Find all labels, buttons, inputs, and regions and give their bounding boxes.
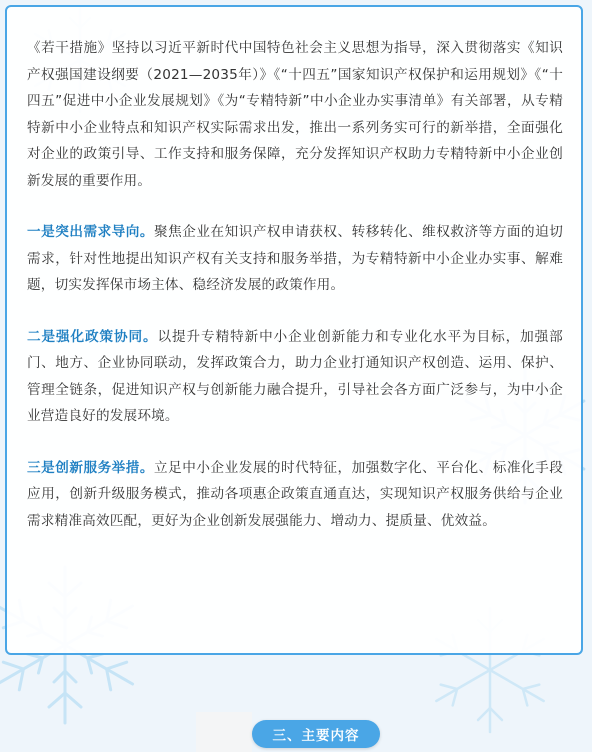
section-heading: 三、主要内容 [252,720,380,748]
paragraph-lead: 三是创新服务举措。 [27,459,155,476]
intro-paragraph [27,35,563,194]
decorative-block [196,712,252,752]
paragraph-text: 《若干措施》坚持以习近平新时代中国特色社会主义思想为指导，深入贯彻落实《知识产权强国建设纲要（2021—2035年）》《“十四五”国家知识产权保护和运用规划》《“十四五”促进中小企业发展规划》《为“专精特新”中小企业办实事清单》有关部署，从专精特新中小企业特点和知识产权实际需求出发，推出一系列务实可行的新举措，全面强化对企业的政策引导、工作支持和服务保障，充分发挥知识产权助力专精特新中小企业创新发展的重要作用。 [27,40,563,189]
paragraph-lead: 一是突出需求导向。 [27,224,155,240]
content-card [5,5,583,655]
paragraph-lead: 二是强化政策协同。 [27,328,158,345]
paragraph-text: 以提升专精特新中小企业创新能力和专业化水平为目标，加强部门、地方、企业协同联动，发挥政策合力，助力企业打通知识产权创造、运用、保护、管理全链条，促进知识产权与创新能力融合提升，引导社会各方面广泛参与，为中小企业营造良好的发展环境。 [27,328,563,424]
point-paragraph-1 [27,219,563,299]
paragraph-text: 聚焦企业在知识产权申请获权、转移转化、维权救济等方面的迫切需求，针对性地提出知识产权有关支持和服务举措，为专精特新中小企业办实事、解难题，切实发挥保市场主体、稳经济发展的政策作用。 [27,224,563,293]
point-paragraph-2 [27,324,563,430]
point-paragraph-3 [27,455,563,535]
paragraph-text: 立足中小企业发展的时代特征，加强数字化、平台化、标准化手段应用，创新升级服务模式，推动各项惠企政策直通直达，实现知识产权服务供给与企业需求精准高效匹配，更好为企业创新发展强能力、增动力、提质量、优效益。 [27,459,563,529]
